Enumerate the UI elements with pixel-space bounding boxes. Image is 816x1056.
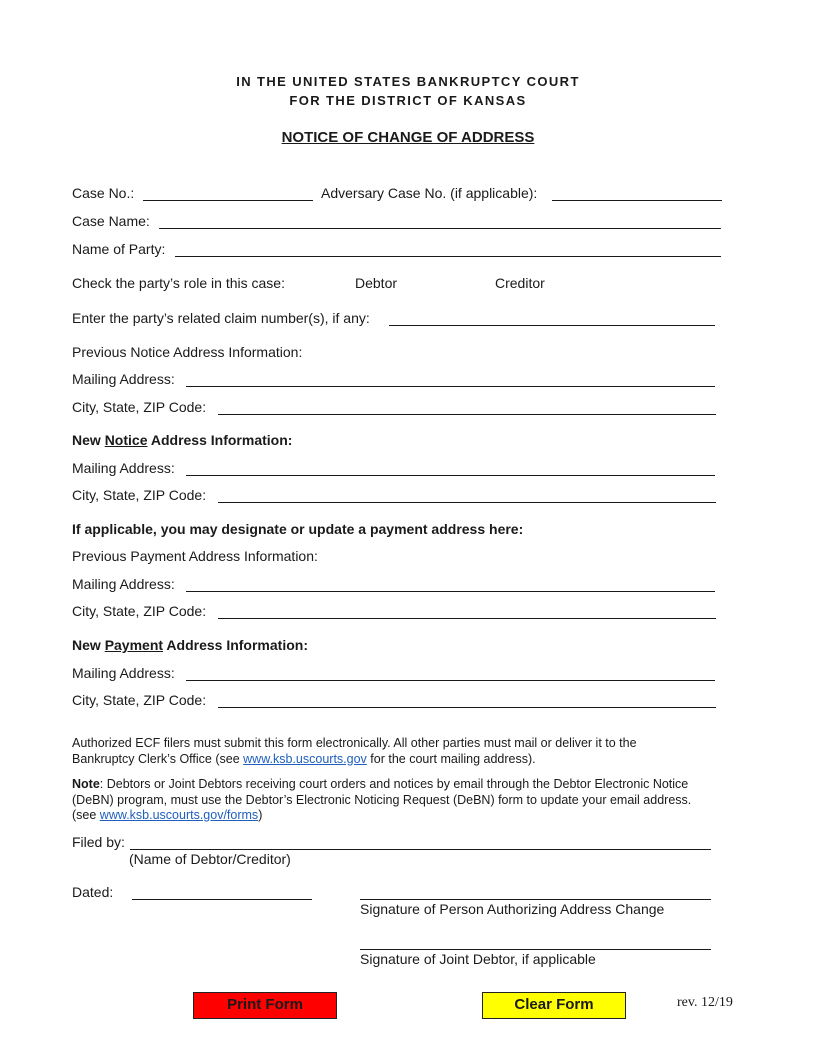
prev-payment-heading: Previous Payment Address Information: [72,548,318,564]
signature-caption: Signature of Person Authorizing Address Change [360,901,665,917]
name-of-party-field[interactable] [175,256,721,257]
new-notice-mailing-label: Mailing Address: [72,460,175,476]
adversary-case-no-field[interactable] [552,200,722,201]
new-payment-heading-pre: New [72,637,105,653]
role-debtor-checkbox[interactable]: Debtor [355,275,398,291]
debn-note-line3-post: ) [258,808,263,822]
clear-form-button[interactable]: Clear Form [482,992,626,1019]
ksb-forms-link[interactable]: www.ksb.uscourts.gov/forms [99,808,259,822]
debn-note-line3-pre: (see [72,808,100,822]
prev-payment-city-field[interactable] [218,618,716,619]
ecf-instructions [72,736,637,767]
new-payment-mailing-field[interactable] [186,680,715,681]
filed-by-label: Filed by: [72,834,125,850]
new-payment-mailing-label: Mailing Address: [72,665,175,681]
new-payment-heading-post: Address Information: [163,637,308,653]
new-payment-city-field[interactable] [218,707,716,708]
prev-notice-city-label: City, State, ZIP Code: [72,399,207,415]
new-payment-heading-underlined: Payment [104,637,164,653]
prev-notice-mailing-label: Mailing Address: [72,371,175,387]
debn-note [72,777,691,824]
role-creditor-checkbox[interactable]: Creditor [495,275,545,291]
filed-by-caption: (Name of Debtor/Creditor) [129,851,291,867]
prev-notice-mailing-field[interactable] [186,386,715,387]
prev-payment-city-label: City, State, ZIP Code: [72,603,207,619]
payment-intro: If applicable, you may designate or update a payment address here: [72,521,524,537]
claim-numbers-label: Enter the party’s related claim number(s), if any: [72,310,370,326]
new-notice-heading-underlined: Notice [104,432,148,448]
debn-note-line2: (DeBN) program, must use the Debtor’s Electronic Noticing Request (DeBN) form to update your email address. [72,792,692,807]
new-notice-mailing-field[interactable] [186,475,715,476]
case-name-field[interactable] [159,228,721,229]
page-title: NOTICE OF CHANGE OF ADDRESS [281,129,535,146]
filed-by-field[interactable] [130,849,711,850]
debn-note-line1 [72,777,691,793]
new-notice-city-field[interactable] [218,502,716,503]
ksb-website-link[interactable]: www.ksb.uscourts.gov [243,751,367,766]
name-of-party-label: Name of Party: [72,241,166,257]
new-payment-heading [72,637,308,653]
new-notice-heading [72,432,292,448]
case-no-label: Case No.: [72,185,135,201]
new-payment-city-label: City, State, ZIP Code: [72,692,207,708]
debn-note-line3 [72,808,691,824]
joint-signature-caption: Signature of Joint Debtor, if applicable [360,951,596,967]
joint-signature-line[interactable] [360,949,711,950]
dated-label: Dated: [72,884,114,900]
new-notice-heading-post: Address Information: [147,432,293,448]
ecf-instructions-line2-pre: Bankruptcy Clerk’s Office (see [72,751,244,766]
new-notice-heading-pre: New [72,432,105,448]
signature-line[interactable] [360,899,711,900]
ecf-instructions-line2-post: for the court mailing address). [366,751,536,766]
prev-payment-mailing-field[interactable] [186,591,715,592]
prev-notice-city-field[interactable] [218,414,716,415]
revision-label: rev. 12/19 [677,995,733,1010]
claim-numbers-field[interactable] [389,325,715,326]
prev-notice-heading: Previous Notice Address Information: [72,344,303,360]
court-name-line2: FOR THE DISTRICT OF KANSAS [289,93,527,108]
print-form-button[interactable]: Print Form [193,992,337,1019]
court-name-line1: IN THE UNITED STATES BANKRUPTCY COURT [236,74,580,89]
new-notice-city-label: City, State, ZIP Code: [72,487,207,503]
note-label: Note [72,777,100,791]
ecf-instructions-line1: Authorized ECF filers must submit this form electronically. All other parties must mail or deliver it to the [72,736,637,750]
case-name-label: Case Name: [72,213,150,229]
adversary-case-no-label: Adversary Case No. (if applicable): [321,185,538,201]
debn-note-line1-text: : Debtors or Joint Debtors receiving court orders and notices by email through the Debtor Electronic Notice [99,777,689,791]
ecf-instructions-line2 [72,752,637,768]
role-prompt: Check the party’s role in this case: [72,275,285,291]
prev-payment-mailing-label: Mailing Address: [72,576,175,592]
dated-field[interactable] [132,899,312,900]
case-no-field[interactable] [143,200,313,201]
